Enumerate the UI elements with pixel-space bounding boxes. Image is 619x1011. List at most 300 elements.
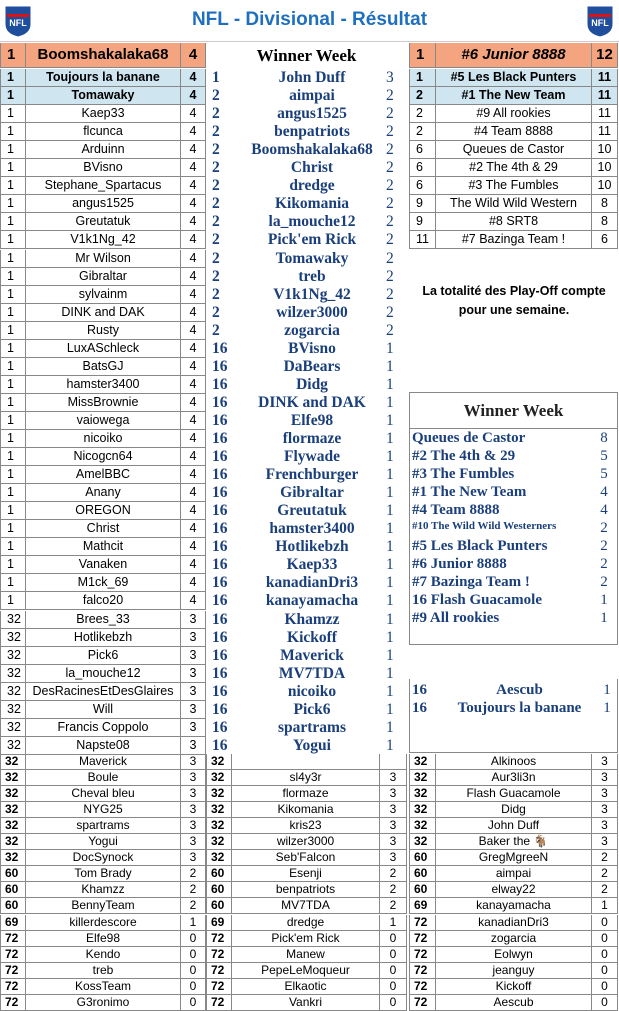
score: 4 bbox=[181, 286, 206, 304]
score: 1 bbox=[386, 682, 394, 700]
score: 4 bbox=[181, 141, 206, 159]
player-name: Kickoff bbox=[436, 979, 592, 995]
player-name: hamster3400 bbox=[269, 520, 355, 538]
player-name bbox=[232, 754, 380, 770]
rank: 16 bbox=[212, 664, 228, 682]
player-name: DINK and DAK bbox=[258, 393, 366, 411]
player-name: Kaep33 bbox=[286, 556, 338, 574]
rank: 69 bbox=[0, 915, 26, 931]
rank: 2 bbox=[212, 159, 220, 177]
player-name: Rusty bbox=[26, 322, 181, 340]
score: 2 bbox=[386, 105, 394, 123]
rank: 32 bbox=[206, 834, 232, 850]
rank: 1 bbox=[0, 304, 26, 322]
score: 4 bbox=[181, 304, 206, 322]
player-name: Flash Guacamole bbox=[436, 786, 592, 802]
player-name: treb bbox=[26, 963, 181, 979]
player-name: la_mouche12 bbox=[268, 213, 356, 231]
score: 0 bbox=[181, 931, 206, 947]
bottom-row bbox=[409, 770, 618, 786]
rank: 72 bbox=[0, 995, 26, 1011]
player-name: Vanaken bbox=[26, 556, 181, 574]
score: 1 bbox=[600, 592, 608, 608]
left-row bbox=[0, 647, 206, 665]
rank: 1 bbox=[0, 556, 26, 574]
score: 4 bbox=[181, 574, 206, 592]
score: 3 bbox=[181, 834, 206, 850]
rank: 11 bbox=[409, 231, 436, 249]
score: 11 bbox=[592, 69, 618, 87]
rank: 1 bbox=[0, 43, 26, 68]
rank: 32 bbox=[206, 754, 232, 770]
score: 5 bbox=[600, 448, 608, 464]
rank: 60 bbox=[206, 898, 232, 914]
score: 3 bbox=[181, 647, 206, 665]
score: 0 bbox=[181, 963, 206, 979]
bottom-row bbox=[0, 947, 206, 963]
bottom-row bbox=[409, 802, 618, 818]
rank: 16 bbox=[212, 484, 228, 502]
score: 3 bbox=[380, 770, 407, 786]
middle-row bbox=[206, 484, 407, 502]
score: 0 bbox=[592, 979, 618, 995]
bottom-row bbox=[0, 818, 206, 834]
winner-week-row bbox=[410, 448, 617, 466]
player-name: killerdescore bbox=[26, 915, 181, 931]
player-name: AmelBBC bbox=[26, 466, 181, 484]
bottom-row bbox=[0, 866, 206, 882]
bottom-row bbox=[0, 786, 206, 802]
team-name: #4 Team 8888 bbox=[412, 502, 500, 518]
player-name: Pick6 bbox=[293, 700, 331, 718]
score: 1 bbox=[386, 628, 394, 646]
score: 0 bbox=[592, 947, 618, 963]
bottom-row bbox=[409, 882, 618, 898]
left-row bbox=[0, 665, 206, 683]
rank: 60 bbox=[206, 882, 232, 898]
player-name: Nicogcn64 bbox=[26, 448, 181, 466]
player-name: Kickoff bbox=[287, 628, 337, 646]
score: 2 bbox=[386, 159, 394, 177]
middle-row bbox=[206, 213, 407, 231]
score: 2 bbox=[181, 882, 206, 898]
bottom-row bbox=[206, 818, 407, 834]
player-name: BennyTeam bbox=[26, 898, 181, 914]
score: 4 bbox=[181, 466, 206, 484]
score: 4 bbox=[181, 538, 206, 556]
rank: 2 bbox=[212, 177, 220, 195]
rank: 1 bbox=[0, 322, 26, 340]
score: 1 bbox=[603, 700, 611, 716]
player-name: V1k1Ng_42 bbox=[273, 285, 351, 303]
right-row bbox=[409, 141, 618, 159]
rank: 16 bbox=[212, 646, 228, 664]
player-name: aimpai bbox=[436, 866, 592, 882]
bottom-row bbox=[409, 834, 618, 850]
player-name: PepeLeMoqueur bbox=[232, 963, 380, 979]
score: 1 bbox=[386, 520, 394, 538]
right-row bbox=[409, 69, 618, 87]
score: 1 bbox=[386, 357, 394, 375]
team-name: #6 Junior 8888 bbox=[412, 556, 507, 572]
player-name: Mr Wilson bbox=[26, 250, 181, 268]
team-name: Queues de Castor bbox=[412, 430, 526, 446]
rank: 1 bbox=[0, 484, 26, 502]
player-name: Alkinoos bbox=[436, 754, 592, 770]
rank: 16 bbox=[212, 411, 228, 429]
rank: 1 bbox=[0, 430, 26, 448]
svg-text:NFL: NFL bbox=[591, 18, 609, 28]
header bbox=[0, 0, 619, 42]
middle-row bbox=[206, 448, 407, 466]
player-name: Kikomania bbox=[274, 195, 350, 213]
bottom-row bbox=[206, 786, 407, 802]
player-name: Gibraltar bbox=[280, 484, 344, 502]
score: 1 bbox=[386, 664, 394, 682]
score: 4 bbox=[181, 322, 206, 340]
score: 4 bbox=[181, 556, 206, 574]
rank: 32 bbox=[0, 834, 26, 850]
left-row bbox=[0, 466, 206, 484]
score: 3 bbox=[181, 786, 206, 802]
player-name: LuxASchleck bbox=[26, 340, 181, 358]
rank: 16 bbox=[212, 538, 228, 556]
score: 0 bbox=[380, 947, 407, 963]
player-name: Kendo bbox=[26, 947, 181, 963]
score: 0 bbox=[181, 947, 206, 963]
player-name: Aescub bbox=[436, 995, 592, 1011]
player-name: aimpai bbox=[289, 87, 335, 105]
rank: 16 bbox=[212, 610, 228, 628]
rank: 16 bbox=[212, 339, 228, 357]
team-name: #4 Team 8888 bbox=[436, 123, 592, 141]
rank: 1 bbox=[0, 448, 26, 466]
rank: 72 bbox=[206, 963, 232, 979]
rank: 60 bbox=[409, 850, 436, 866]
score: 3 bbox=[592, 818, 618, 834]
player-name: Christ bbox=[290, 159, 334, 177]
bottom-row bbox=[409, 995, 618, 1011]
middle-row bbox=[206, 231, 407, 249]
middle-row bbox=[206, 358, 407, 376]
score: 3 bbox=[181, 701, 206, 719]
player-name: Eolwyn bbox=[436, 947, 592, 963]
middle-row bbox=[206, 647, 407, 665]
score: 2 bbox=[386, 303, 394, 321]
right-row bbox=[409, 123, 618, 141]
score: 3 bbox=[181, 818, 206, 834]
middle-row bbox=[206, 87, 407, 105]
player-name: Arduinn bbox=[26, 141, 181, 159]
team-name: The Wild Wild Western bbox=[436, 195, 592, 213]
bottom-row bbox=[409, 947, 618, 963]
rank: 72 bbox=[0, 963, 26, 979]
player-name: nicoiko bbox=[287, 682, 337, 700]
rank: 69 bbox=[409, 898, 436, 914]
middle-row bbox=[206, 376, 407, 394]
score: 6 bbox=[592, 231, 618, 249]
score: 2 bbox=[386, 87, 394, 105]
bottom-row bbox=[0, 931, 206, 947]
middle-row bbox=[206, 737, 407, 755]
middle-row bbox=[206, 538, 407, 556]
rank: 32 bbox=[0, 818, 26, 834]
score: 1 bbox=[386, 592, 394, 610]
player-name: Vankri bbox=[232, 995, 380, 1011]
bottom-row bbox=[206, 931, 407, 947]
score: 2 bbox=[380, 866, 407, 882]
player-name: dredge bbox=[232, 915, 380, 931]
rank: 1 bbox=[409, 69, 436, 87]
rank: 32 bbox=[409, 770, 436, 786]
middle-row bbox=[206, 665, 407, 683]
score: 1 bbox=[386, 736, 394, 754]
player-name: Maverick bbox=[26, 754, 181, 770]
rank: 32 bbox=[409, 786, 436, 802]
player-name: Tom Brady bbox=[26, 866, 181, 882]
left-row bbox=[0, 231, 206, 249]
score: 2 bbox=[592, 882, 618, 898]
score: 0 bbox=[592, 931, 618, 947]
player-name: Pick'em Rick bbox=[232, 931, 380, 947]
score: 1 bbox=[386, 393, 394, 411]
score: 3 bbox=[592, 786, 618, 802]
rank: 16 bbox=[212, 375, 228, 393]
bottom-row bbox=[0, 834, 206, 850]
rank: 72 bbox=[206, 947, 232, 963]
player-name: nicoiko bbox=[26, 430, 181, 448]
rank: 1 bbox=[0, 177, 26, 195]
score: 4 bbox=[181, 592, 206, 610]
rank: 1 bbox=[0, 141, 26, 159]
player-name: John Duff bbox=[278, 69, 346, 86]
player-name: sl4y3r bbox=[232, 770, 380, 786]
score: 0 bbox=[181, 995, 206, 1011]
winner-week-box bbox=[409, 392, 618, 645]
middle-row bbox=[206, 502, 407, 520]
score: 4 bbox=[181, 394, 206, 412]
score: 8 bbox=[592, 195, 618, 213]
rank: 1 bbox=[0, 592, 26, 610]
middle-row bbox=[206, 304, 407, 322]
rank: 16 bbox=[212, 592, 228, 610]
rank: 16 bbox=[212, 357, 228, 375]
middle-row bbox=[206, 394, 407, 412]
bottom-row bbox=[0, 898, 206, 914]
rank: 60 bbox=[0, 898, 26, 914]
winner-week-row bbox=[410, 430, 617, 448]
rank: 32 bbox=[0, 611, 26, 629]
player-name: angus1525 bbox=[277, 105, 347, 123]
winner-week-row bbox=[410, 466, 617, 484]
rank: 1 bbox=[212, 69, 220, 86]
left-row bbox=[0, 123, 206, 141]
rank: 1 bbox=[0, 231, 26, 249]
top-right-row bbox=[409, 43, 618, 68]
score: 10 bbox=[592, 159, 618, 177]
score: 4 bbox=[181, 358, 206, 376]
player-name: GregMgreeN bbox=[436, 850, 592, 866]
rank: 16 bbox=[212, 682, 228, 700]
bottom-row bbox=[0, 770, 206, 786]
team-name: #5 Les Black Punters bbox=[412, 538, 548, 554]
score: 11 bbox=[592, 123, 618, 141]
rank: 9 bbox=[409, 195, 436, 213]
player-name: BVisno bbox=[26, 159, 181, 177]
score: 4 bbox=[181, 484, 206, 502]
rank: 32 bbox=[206, 818, 232, 834]
score: 4 bbox=[181, 520, 206, 538]
rank: 32 bbox=[0, 719, 26, 737]
player-name: Kaep33 bbox=[26, 105, 181, 123]
player-name: Elkaotic bbox=[232, 979, 380, 995]
rank: 60 bbox=[409, 882, 436, 898]
team-name: #3 The Fumbles bbox=[436, 177, 592, 195]
player-name: Baker the 🐐 bbox=[436, 834, 592, 850]
left-row bbox=[0, 141, 206, 159]
player-name: MV7TDA bbox=[278, 664, 346, 682]
left-row bbox=[0, 358, 206, 376]
left-row bbox=[0, 195, 206, 213]
score: 2 bbox=[600, 556, 608, 572]
bottom-row bbox=[206, 850, 407, 866]
player-name: kris23 bbox=[232, 818, 380, 834]
player-name: hamster3400 bbox=[26, 376, 181, 394]
player-name: Tomawaky bbox=[275, 249, 349, 267]
bottom-row bbox=[0, 963, 206, 979]
player-name: Manew bbox=[232, 947, 380, 963]
player-name: falco20 bbox=[26, 592, 181, 610]
middle-row bbox=[206, 611, 407, 629]
team-name: #9 All rookies bbox=[412, 610, 500, 626]
rank: 1 bbox=[0, 195, 26, 213]
score: 1 bbox=[386, 502, 394, 520]
right-row bbox=[409, 105, 618, 123]
player-name: Didg bbox=[436, 802, 592, 818]
score: 1 bbox=[386, 466, 394, 484]
score: 3 bbox=[181, 754, 206, 770]
right-row bbox=[409, 159, 618, 177]
score: 3 bbox=[386, 69, 394, 86]
left-row bbox=[0, 268, 206, 286]
middle-row bbox=[206, 683, 407, 701]
middle-row bbox=[206, 322, 407, 340]
middle-row bbox=[206, 250, 407, 268]
score: 2 bbox=[386, 195, 394, 213]
rank: 1 bbox=[0, 502, 26, 520]
rank: 16 bbox=[212, 700, 228, 718]
score: 1 bbox=[603, 682, 611, 698]
middle-row bbox=[206, 123, 407, 141]
rank: 1 bbox=[0, 520, 26, 538]
bottom-row bbox=[206, 754, 407, 770]
left-row bbox=[0, 556, 206, 574]
rank: 72 bbox=[0, 979, 26, 995]
score: 2 bbox=[592, 866, 618, 882]
player-name: Will bbox=[26, 701, 181, 719]
score: 3 bbox=[380, 850, 407, 866]
rank: 2 bbox=[212, 321, 220, 339]
rank: 2 bbox=[212, 195, 220, 213]
score: 1 bbox=[386, 574, 394, 592]
score: 3 bbox=[380, 802, 407, 818]
rank: 72 bbox=[409, 915, 436, 931]
player-name: KossTeam bbox=[26, 979, 181, 995]
player-name: DocSynock bbox=[26, 850, 181, 866]
score: 3 bbox=[181, 611, 206, 629]
player-name: Maverick bbox=[280, 646, 344, 664]
score: 3 bbox=[181, 665, 206, 683]
middle-row bbox=[206, 701, 407, 719]
middle-row bbox=[206, 195, 407, 213]
left-row bbox=[0, 520, 206, 538]
middle-row bbox=[206, 412, 407, 430]
left-row bbox=[0, 611, 206, 629]
rank: 32 bbox=[0, 737, 26, 755]
score: 0 bbox=[380, 995, 407, 1011]
score: 4 bbox=[181, 87, 206, 105]
score: 2 bbox=[600, 520, 608, 536]
score: 1 bbox=[386, 556, 394, 574]
score: 1 bbox=[380, 915, 407, 931]
winner-week-row bbox=[410, 592, 617, 610]
score: 8 bbox=[592, 213, 618, 231]
rank: 6 bbox=[409, 141, 436, 159]
score: 11 bbox=[592, 87, 618, 105]
bottom-row bbox=[206, 915, 407, 931]
middle-row bbox=[206, 430, 407, 448]
score: 8 bbox=[600, 430, 608, 446]
score: 4 bbox=[181, 177, 206, 195]
rank: 1 bbox=[0, 394, 26, 412]
rank: 16 bbox=[212, 393, 228, 411]
bottom-row bbox=[409, 754, 618, 770]
score: 2 bbox=[386, 249, 394, 267]
left-row bbox=[0, 430, 206, 448]
rank: 6 bbox=[409, 177, 436, 195]
page-title: NFL - Divisional - Résultat bbox=[191, 9, 428, 30]
score: 3 bbox=[181, 737, 206, 755]
winner-week-box-title: Winner Week bbox=[410, 393, 617, 429]
rank: 1 bbox=[0, 69, 26, 87]
bottom-row bbox=[206, 979, 407, 995]
bottom-row bbox=[206, 770, 407, 786]
left-row bbox=[0, 574, 206, 592]
player-name: zogarcia bbox=[436, 931, 592, 947]
score: 4 bbox=[181, 268, 206, 286]
bottom-row bbox=[206, 963, 407, 979]
score: 1 bbox=[592, 898, 618, 914]
player-name: Anany bbox=[26, 484, 181, 502]
score: 3 bbox=[181, 850, 206, 866]
score: 3 bbox=[380, 834, 407, 850]
rank: 16 bbox=[212, 520, 228, 538]
rank: 72 bbox=[409, 979, 436, 995]
bottom-row bbox=[206, 866, 407, 882]
player-name: Didg bbox=[296, 375, 328, 393]
player-name: flormaze bbox=[282, 430, 342, 447]
score: 1 bbox=[386, 339, 394, 357]
player-name: vaiowega bbox=[26, 412, 181, 430]
player-name: M1ck_69 bbox=[26, 574, 181, 592]
rank: 72 bbox=[409, 963, 436, 979]
rank: 72 bbox=[409, 931, 436, 947]
player-name: Elfe98 bbox=[26, 931, 181, 947]
rank: 1 bbox=[0, 213, 26, 231]
left-row bbox=[0, 502, 206, 520]
score: 3 bbox=[181, 683, 206, 701]
score: 1 bbox=[386, 538, 394, 556]
